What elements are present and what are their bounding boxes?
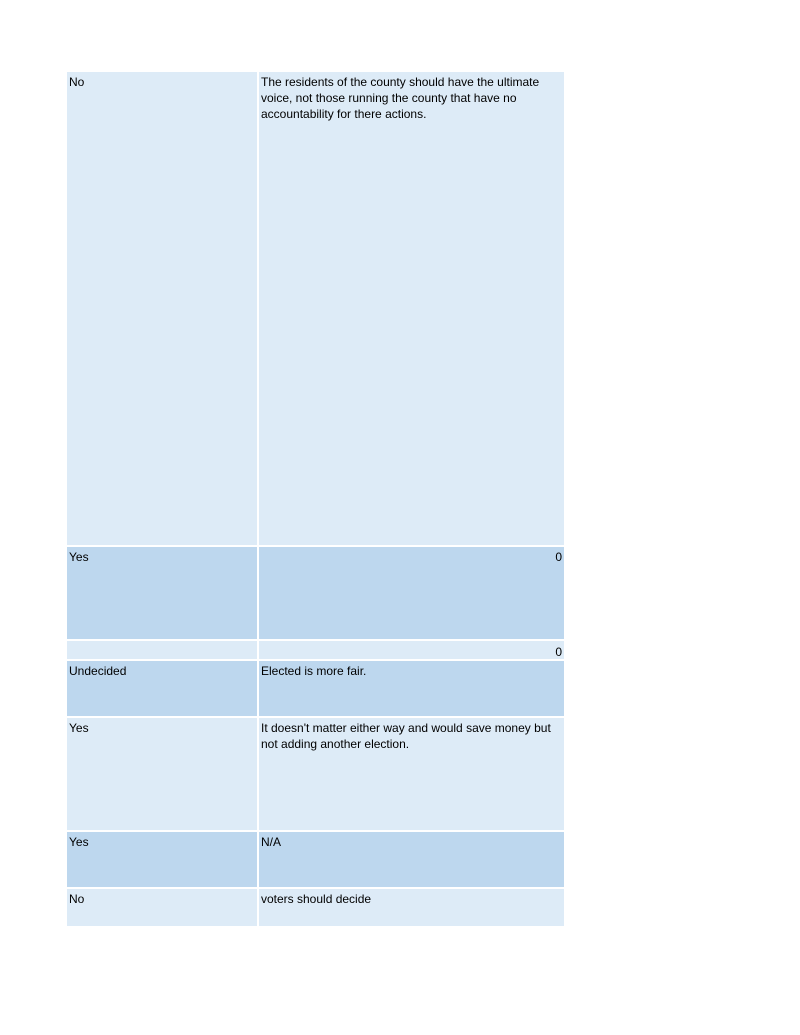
comment-cell: N/A [261,835,282,849]
table-row [67,547,564,641]
answer-cell: Yes [67,718,259,830]
answer-cell: Undecided [67,661,259,716]
survey-table [67,72,564,926]
answer-cell: Yes [67,547,259,639]
table-row [67,832,564,889]
comment-cell: Elected is more fair. [261,664,367,678]
table-row [67,889,564,926]
answer-cell: Yes [67,832,259,887]
answer-cell [67,641,259,659]
table-row [67,661,564,718]
table-row [67,72,564,547]
comment-cell: The residents of the county should have the ultimate voice, not those running the county that have no accountability for there actions. [261,75,540,121]
answer-cell: No [67,72,259,545]
comment-cell: 0 [555,550,562,564]
comment-cell: 0 [555,645,562,659]
comment-cell: voters should decide [261,892,372,906]
table-row [67,641,564,661]
comment-cell: It doesn't matter either way and would save money but not adding another election. [261,721,551,751]
table-row [67,718,564,832]
answer-cell: No [67,889,259,926]
